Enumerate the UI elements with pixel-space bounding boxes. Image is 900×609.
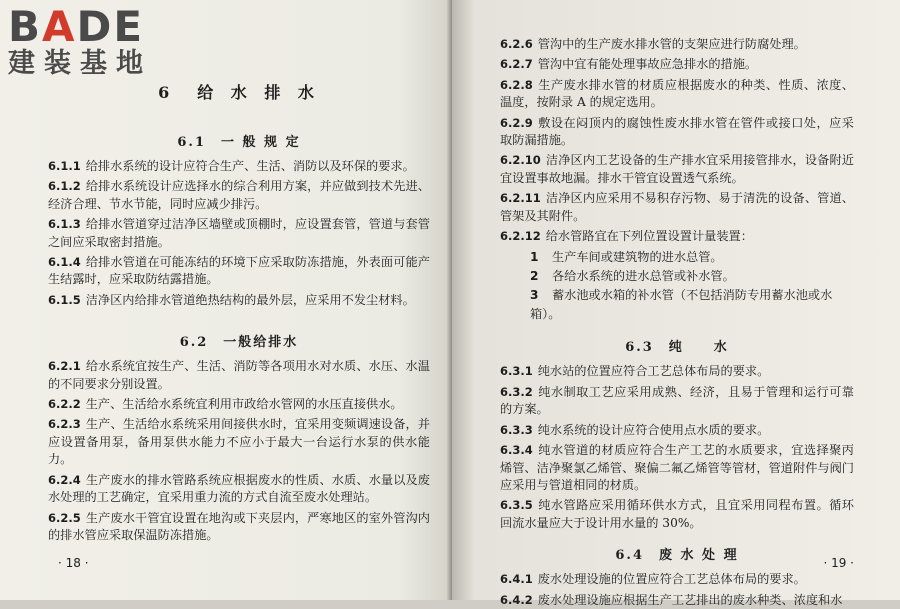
clause-6-2-10: 6.2.10 洁净区内工艺设备的生产排水宜采用接管排水，设备附近宜设置事故地漏。排水干管宜设置透气系统。 — [500, 153, 854, 185]
clause-6-2-8: 6.2.8 生产废水排水管的材质应根据废水的种类、性质、浓度、温度，按附录 A 的规定选用。 — [500, 77, 854, 110]
clause-6-3-1: 6.3.1 纯水站的位置应符合工艺总体布局的要求。 — [500, 364, 770, 379]
clause-6-2-6: 6.2.6 管沟中的生产废水排水管的支架应进行防腐处理。 — [500, 37, 806, 51]
clause-6-3-2: 6.3.2 纯水制取工艺应采用成熟、经济，且易于管理和运行可靠的方案。 — [500, 384, 854, 417]
clause-6-2-2: 6.2.2 生产、生活给水系统宜利用市政给水管网的水压直接供水。 — [48, 397, 403, 412]
chapter-title: 6 给 水 排 水 — [158, 83, 320, 102]
list-item-3: 3 蓄水池或水箱的补水管（不包括消防专用蓄水池或水箱）。 — [530, 288, 833, 322]
clause-6-4-2: 6.4.2 废水处理设施应根据生产工艺排出的废水种类、浓度和水 — [500, 592, 843, 607]
section-title-6-4: 6.4 废 水 处 理 — [615, 548, 739, 564]
logo-text-en — [8, 2, 178, 51]
clause-6-2-4: 6.2.4 生产废水的排水管路系统应根据废水的性质、水质、水量以及废水处理的工艺确定，宜采用重力流的方式自流至废水处理站。 — [48, 472, 430, 505]
logo-text-cn: 建装基地 — [8, 48, 152, 79]
section-title-6-1: 6.1 一 般 规 定 — [177, 135, 301, 150]
clause-6-3-4: 6.3.4 纯水管道的材质应符合生产工艺的水质要求，宜选择聚丙烯管、洁净聚氯乙烯管、聚偏二氟乙烯管等管材，管道附件与阀门应采用与管道相同的材质。 — [500, 443, 854, 492]
section-title-6-3: 6.3 纯 水 — [625, 340, 729, 356]
list-item-1: 1 生产车间或建筑物的进水总管。 — [530, 250, 723, 265]
clause-6-1-4: 6.1.4 给排水管道在可能冻结的环境下应采取防冻措施，外表面可能产生结露时，应采取防结露措施。 — [48, 255, 430, 287]
clause-6-2-9: 6.2.9 敷设在闷顶内的腐蚀性废水排水管在管件或接口处，应采取防漏措施。 — [500, 115, 854, 148]
clause-6-2-5: 6.2.5 生产废水干管宜设置在地沟或下夹层内，严寒地区的室外管沟内的排水管应采取保温防冻措施。 — [48, 510, 430, 542]
left-page — [0, 0, 452, 600]
logo-letters-de: DE — [76, 2, 145, 51]
page-number-right: · 19 · — [823, 556, 854, 570]
clause-6-3-3: 6.3.3 纯水系统的设计应符合使用点水质的要求。 — [500, 422, 770, 437]
logo-letter-a: A — [42, 2, 77, 51]
clause-6-1-3: 6.1.3 给排水管道穿过洁净区墙壁或顶棚时，应设置套管，管道与套管之间应采取密封措施。 — [48, 217, 430, 249]
clause-6-1-5: 6.1.5 洁净区内给排水管道绝热结构的最外层，应采用不发尘材料。 — [48, 292, 415, 307]
clause-6-2-7: 6.2.7 管沟中宜有能处理事故应急排水的措施。 — [500, 57, 758, 72]
clause-6-2-1: 6.2.1 给水系统宜按生产、生活、消防等各项用水对水质、水压、水温的不同要求分别设置。 — [48, 359, 430, 391]
list-item-2: 2 各给水系统的进水总管或补水管。 — [530, 269, 735, 284]
clause-6-2-3: 6.2.3 生产、生活给水系统采用间接供水时，宜采用变频调速设备，并应设置备用泵，备用泵供水能力不应小于最大一台运行水泵的供水能力。 — [48, 417, 430, 467]
clause-6-1-2: 6.1.2 给排水系统设计应选择水的综合利用方案，并应做到技术先进、经济合理、节水节能，同时应减少排污。 — [48, 179, 430, 211]
clause-6-1-1: 6.1.1 给排水系统的设计应符合生产、生活、消防以及环保的要求。 — [48, 159, 415, 173]
brand-logo — [8, 2, 178, 80]
right-page — [452, 0, 900, 607]
clause-6-3-5: 6.3.5 纯水管路应采用循环供水方式，且宜采用同程布置。循环回流水量应大于设计用水量的 30%。 — [500, 498, 854, 530]
page-number-left: · 18 · — [58, 556, 89, 570]
logo-letter-b: B — [8, 2, 43, 51]
clause-6-2-11: 6.2.11 洁净区内应采用不易积存污物、易于清洗的设备、管道、管架及其附件。 — [500, 191, 854, 223]
clause-6-2-12: 6.2.12 给水管路宜在下列位置设置计量装置： — [500, 229, 753, 244]
clause-6-4-1: 6.4.1 废水处理设施的位置应符合工艺总体布局的要求。 — [500, 572, 806, 587]
section-title-6-2: 6.2 一般给排水 — [179, 335, 299, 351]
